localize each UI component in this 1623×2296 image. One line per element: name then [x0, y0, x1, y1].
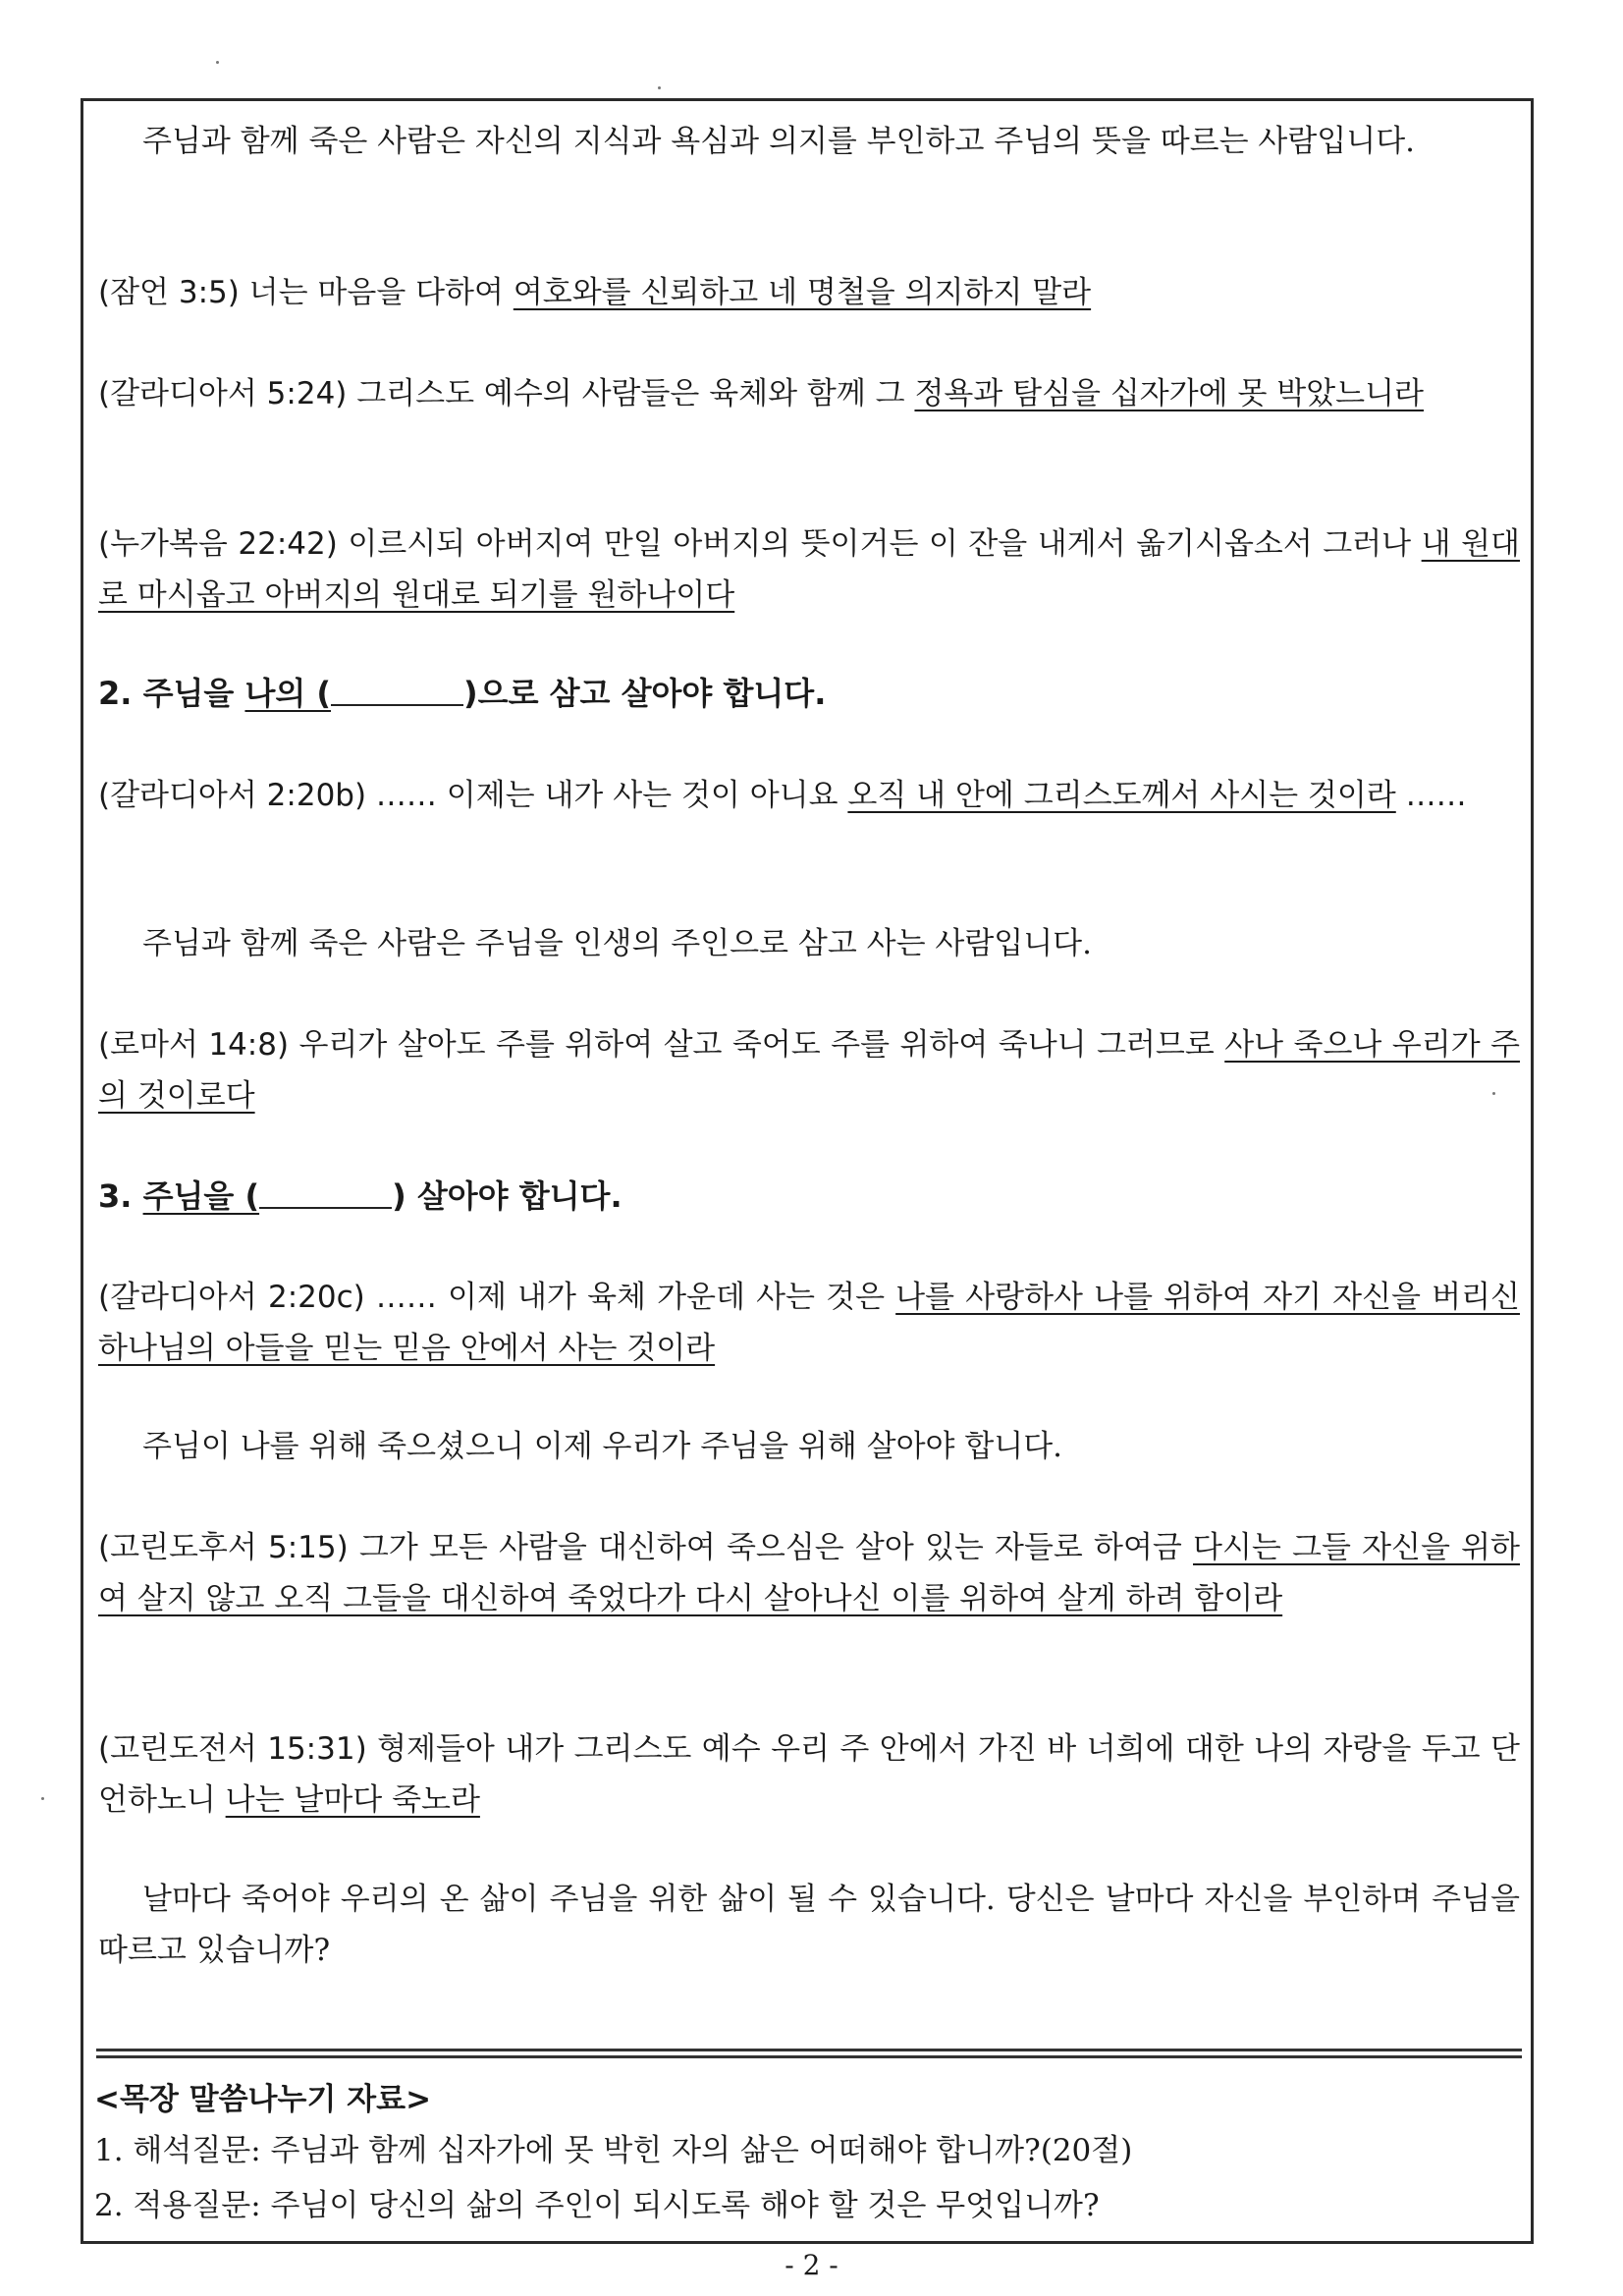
- scan-speck: [658, 86, 661, 89]
- verse-1-corinthians-15-31: (고린도전서 15:31) 형제들아 내가 그리스도 예수 우리 주 안에서 가진 바 너희에 대한 나의 자랑을 두고 단언하노니 나는 날마다 죽노라: [98, 1731, 1520, 1818]
- verse-galatians-2-20b: (갈라디아서 2:20b) …… 이제는 내가 사는 것이 아니요 오직 내 안에 그리스도께서 사시는 것이라 ……: [98, 778, 1467, 813]
- paragraph-2: 주님과 함께 죽은 사람은 주님을 인생의 주인으로 삼고 사는 사람입니다.: [142, 926, 1092, 961]
- verse-proverbs-3-5: (잠언 3:5) 너는 마음을 다하여 여호와를 신뢰하고 네 명철을 의지하지 말라: [98, 275, 1092, 310]
- verse-galatians-5-24: (갈라디아서 5:24) 그리스도 예수의 사람들은 육체와 함께 그 정욕과 탐심을 십자가에 못 박았느니라: [98, 376, 1425, 411]
- sharing-question-1: 1. 해석질문: 주님과 함께 십자가에 못 박힌 자의 삶은 어떠해야 합니까?(20절): [94, 2133, 1133, 2168]
- verse-galatians-2-20c: (갈라디아서 2:20c) …… 이제 내가 육체 가운데 사는 것은 나를 사랑하사 나를 위하여 자기 자신을 버리신 하나님의 아들을 믿는 믿음 안에서 사는 것이라: [98, 1280, 1520, 1366]
- divider: [96, 2055, 1522, 2058]
- verse-2-corinthians-5-15: (고린도후서 5:15) 그가 모든 사람을 대신하여 죽으심은 살아 있는 자들로 하여금 다시는 그들 자신을 위하여 살지 않고 오직 그들을 대신하여 죽었다가 다시 살아나신 이를 위하여 살게 하려 함이라: [98, 1530, 1520, 1616]
- heading-2: 2. 주님을 나의 ( )으로 삼고 살아야 합니다.: [98, 675, 827, 712]
- divider: [96, 2049, 1522, 2051]
- paragraph-1: 주님과 함께 죽은 사람은 자신의 지식과 욕심과 의지를 부인하고 주님의 뜻을 따르는 사람입니다.: [142, 124, 1415, 159]
- sharing-title: <목장 말씀나누기 자료>: [94, 2082, 432, 2117]
- scan-speck: [41, 1797, 44, 1800]
- paragraph-4: 날마다 죽어야 우리의 온 삶이 주님을 위한 삶이 될 수 있습니다. 당신은 날마다 자신을 부인하며 주님을 따르고 있습니까?: [98, 1882, 1520, 1968]
- fill-in-blank: [331, 675, 463, 706]
- scan-speck: [1492, 1092, 1495, 1095]
- scan-speck: [216, 61, 219, 64]
- verse-romans-14-8: (로마서 14:8) 우리가 살아도 주를 위하여 살고 죽어도 주를 위하여 죽나니 그러므로 사나 죽으나 우리가 주의 것이로다: [98, 1027, 1521, 1114]
- verse-luke-22-42: (누가복음 22:42) 이르시되 아버지여 만일 아버지의 뜻이거든 이 잔을 내게서 옮기시옵소서 그러나 내 원대로 마시옵고 아버지의 원대로 되기를 원하나이다: [98, 526, 1520, 613]
- paragraph-3: 주님이 나를 위해 죽으셨으니 이제 우리가 주님을 위해 살아야 합니다.: [142, 1429, 1063, 1464]
- fill-in-blank: [259, 1177, 392, 1209]
- sharing-question-2: 2. 적용질문: 주님이 당신의 삶의 주인이 되시도록 해야 할 것은 무엇입니까?: [94, 2188, 1100, 2223]
- page-number: - 2 -: [784, 2249, 839, 2281]
- heading-3: 3. 주님을 ( ) 살아야 합니다.: [98, 1177, 622, 1215]
